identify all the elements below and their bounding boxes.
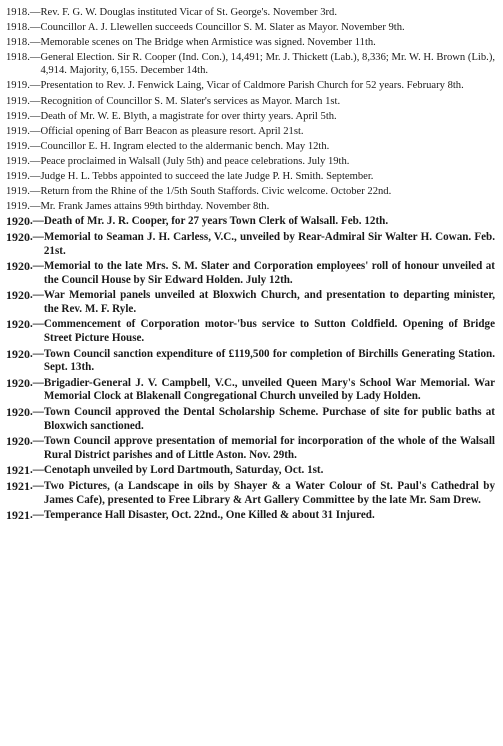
entry-year: 1919 [6, 80, 28, 92]
entry-dash: .— [27, 171, 41, 183]
entry-year: 1920 [6, 317, 30, 332]
entry-text: General Election. Sir R. Cooper (Ind. Con.), 14,491; Mr. J. Thickett (Lab.), 8,336; Mr. W. H. Brown (Lib.), 4,914. Majority, 6,155. December 14th. [40, 52, 495, 77]
entry-text: Town Council approve presentation of memorial for incorporation of the whole of the Walsall Rural District parishes and of Little Aston. Nov. 29th. [43, 435, 495, 461]
entry-text: Death of Mr. J. R. Cooper, for 27 years Town Clerk of Walsall. Feb. 12th. [43, 215, 389, 228]
entry-dash: .— [30, 376, 44, 389]
entry-text: Judge H. L. Tebbs appointed to succeed the late Judge P. H. Smith. September. [40, 171, 374, 183]
entry-dash: .— [27, 186, 41, 198]
entry-text: Peace proclaimed in Walsall (July 5th) and peace celebrations. July 19th. [40, 155, 350, 167]
entry-text: Memorial to Seaman J. H. Carless, V.C., unveiled by Rear-Admiral Sir Walter H. Cowan. Feb. 21st. [43, 230, 495, 257]
entry-text: Death of Mr. W. E. Blyth, a magistrate for over thirty years. April 5th. [40, 110, 337, 122]
entry-dash: .— [27, 22, 41, 34]
entry-year: 1918 [6, 22, 28, 34]
entry-dash: .— [30, 230, 44, 243]
entry-text: Mr. Frank James attains 99th birthday. November 8th. [40, 201, 270, 213]
entry-text: Commencement of Corporation motor-'bus service to Sutton Coldfield. Opening of Bridge Street Picture House. [43, 318, 495, 345]
chronology-entry [6, 170, 495, 183]
entry-year: 1921 [6, 508, 30, 523]
entry-year: 1919 [6, 186, 28, 198]
chronology-entry [6, 6, 495, 19]
entry-year: 1919 [6, 201, 28, 213]
entry-dash: .— [30, 509, 44, 522]
entry-dash: .— [27, 37, 41, 49]
chronology-entry [6, 185, 495, 198]
entry-year: 1920 [6, 375, 30, 390]
entry-text: Councillor E. H. Ingram elected to the aldermanic bench. May 12th. [40, 140, 330, 152]
chronology-entry [6, 318, 495, 345]
chronology-entry [6, 140, 495, 153]
chronology-entry [6, 289, 495, 316]
chronology-entry [6, 348, 495, 375]
entry-year: 1920 [6, 405, 30, 420]
entry-year: 1919 [6, 171, 28, 183]
entry-year: 1920 [6, 229, 30, 244]
entry-year: 1920 [6, 288, 30, 303]
chronology-entry [6, 509, 495, 523]
chronology-entry [6, 200, 495, 213]
entry-dash: .— [27, 80, 41, 92]
entry-text: Town Council approved the Dental Scholarship Scheme. Purchase of site for public baths at Bloxwich sanctioned. [43, 406, 495, 432]
entry-text: Two Pictures, (a Landscape in oils by Shayer & a Water Colour of St. Paul's Cathedral by James Cafe), presented to Free Library & Art Gallery Committee by the late Mr. Sam Drew. [43, 480, 495, 506]
entry-text: Councillor A. J. Llewellen succeeds Councillor S. M. Slater as Mayor. November 9th. [40, 22, 405, 34]
entry-dash: .— [30, 464, 44, 477]
entry-text: Cenotaph unveiled by Lord Dartmouth, Saturday, Oct. 1st. [43, 464, 324, 477]
chronology-entry [6, 231, 495, 258]
entry-text: Memorial to the late Mrs. S. M. Slater and Corporation employees' roll of honour unveiled at the Council House by Sir Edward Holden. July 12th. [43, 260, 495, 286]
entry-year: 1920 [6, 259, 30, 274]
chronology-entry [6, 79, 495, 92]
chronology-entry [6, 110, 495, 123]
entry-dash: .— [30, 347, 44, 360]
entry-text: Temperance Hall Disaster, Oct. 22nd., One Killed & about 31 Injured. [43, 509, 375, 522]
entry-dash: .— [27, 155, 41, 167]
chronology-entry [6, 260, 495, 287]
entry-text: Rev. F. G. W. Douglas instituted Vicar of St. George's. November 3rd. [40, 7, 337, 18]
entry-year: 1920 [6, 434, 30, 449]
chronology-entry [6, 406, 495, 433]
entry-year: 1919 [6, 155, 28, 167]
entry-dash: .— [27, 201, 41, 213]
entry-dash: .— [27, 95, 41, 107]
chronology-entry [6, 377, 495, 404]
entry-text: War Memorial panels unveiled at Bloxwich Church, and presentation to departing minister, the Rev. M. F. Ryle. [43, 289, 495, 315]
entry-year: 1920 [6, 214, 30, 229]
entry-dash: .— [30, 260, 44, 273]
entry-dash: .— [30, 215, 44, 228]
entry-dash: .— [30, 318, 44, 331]
entry-year: 1918 [6, 52, 28, 64]
entry-text: Memorable scenes on The Bridge when Armistice was signed. November 11th. [40, 37, 376, 49]
chronology-entry [6, 51, 495, 77]
entry-dash: .— [30, 406, 44, 419]
entry-text: Brigadier-General J. V. Campbell, V.C., unveiled Queen Mary's School War Memorial. War Memorial Clock at Blakenall Congregational Church unveiled by Lady Holden. [43, 376, 495, 403]
chronology-entry [6, 95, 495, 108]
entry-dash: .— [30, 435, 44, 448]
entry-year: 1919 [6, 140, 28, 152]
entry-text: Official opening of Barr Beacon as pleasure resort. April 21st. [40, 125, 304, 137]
chronology-entry [6, 435, 495, 462]
entry-year: 1921 [6, 479, 30, 493]
entry-year: 1918 [6, 7, 28, 18]
entry-dash: .— [30, 480, 44, 492]
entry-year: 1918 [6, 37, 28, 49]
chronology-entry [6, 21, 495, 34]
chronology-entry [6, 215, 495, 229]
entry-year: 1919 [6, 95, 28, 107]
chronology-entry [6, 464, 495, 478]
entry-dash: .— [27, 52, 41, 64]
chronology-entry [6, 155, 495, 168]
entry-dash: .— [27, 140, 41, 152]
entry-text: Presentation to Rev. J. Fenwick Laing, Vicar of Caldmore Parish Church for 52 years. February 8th. [40, 80, 464, 92]
entry-dash: .— [27, 110, 41, 122]
entry-year: 1920 [6, 346, 30, 361]
entry-dash: .— [27, 7, 41, 18]
entry-year: 1919 [6, 125, 28, 137]
entry-text: Return from the Rhine of the 1/5th South Staffords. Civic welcome. October 22nd. [40, 186, 392, 198]
chronology-entry [6, 36, 495, 49]
entry-text: Recognition of Councillor S. M. Slater's services as Mayor. March 1st. [40, 95, 341, 107]
chronology-entry [6, 480, 495, 507]
entry-year: 1919 [6, 110, 28, 122]
entry-dash: .— [27, 125, 41, 137]
entry-text: Town Council sanction expenditure of £119,500 for completion of Birchills Generating Station. Sept. 13th. [43, 347, 495, 374]
entry-dash: .— [30, 289, 44, 302]
chronology-entry [6, 125, 495, 138]
entry-year: 1921 [6, 463, 30, 478]
